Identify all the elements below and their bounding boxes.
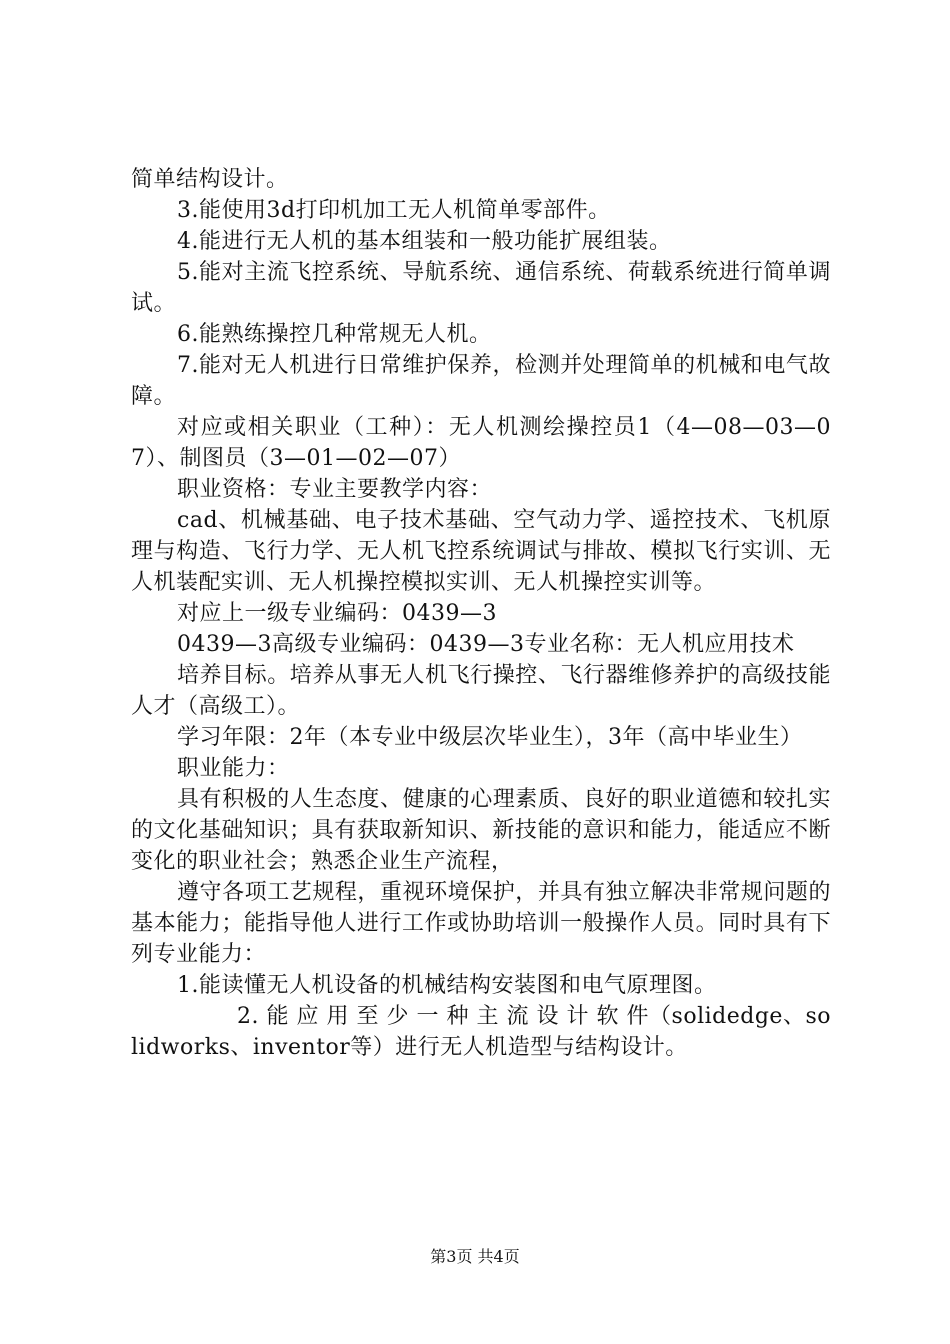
paragraph: 4.能进行无人机的基本组装和一般功能扩展组装。 bbox=[177, 229, 672, 254]
paragraph: 职业资格：专业主要教学内容： bbox=[177, 477, 493, 502]
paragraph: cad、机械基础、电子技术基础、空气动力学、遥控技术、飞机原理与构造、飞行力学、无人机飞控系统调试与排故、模拟飞行实训、无人机装配实训、无人机操控模拟实训、无人机操控实训等。 bbox=[131, 508, 831, 595]
paragraph: 3.能使用3d打印机加工无人机简单零部件。 bbox=[177, 198, 611, 223]
paragraph: 学习年限：2年（本专业中级层次毕业生），3年（高中毕业生） bbox=[177, 725, 803, 750]
paragraph: 对应或相关职业（工种）：无人机测绘操控员1（4—08—03—07）、制图员（3—01—02—07） bbox=[131, 415, 831, 471]
paragraph: 0439—3高级专业编码：0439—3专业名称：无人机应用技术 bbox=[177, 632, 795, 657]
paragraph: 培养目标。培养从事无人机飞行操控、飞行器维修养护的高级技能人才（高级工）。 bbox=[131, 663, 831, 719]
paragraph: 遵守各项工艺规程，重视环境保护，并具有独立解决非常规问题的基本能力；能指导他人进行工作或协助培训一般操作人员。同时具有下列专业能力： bbox=[131, 880, 831, 967]
paragraph: 职业能力： bbox=[177, 756, 290, 781]
paragraph: 简单结构设计。 bbox=[131, 167, 289, 192]
paragraph: 2. 能 应 用 至 少 一 种 主 流 设 计 软 件（solidedge、solidworks、inventor等）进行无人机造型与结构设计。 bbox=[131, 1004, 831, 1060]
paragraph: 对应上一级专业编码：0439—3 bbox=[177, 601, 497, 626]
document-body bbox=[131, 164, 831, 1063]
page-footer: 第3页 共4页 bbox=[430, 1247, 520, 1266]
paragraph: 1.能读懂无人机设备的机械结构安装图和电气原理图。 bbox=[177, 973, 717, 998]
paragraph: 7.能对无人机进行日常维护保养，检测并处理简单的机械和电气故障。 bbox=[131, 353, 831, 409]
paragraph: 6.能熟练操控几种常规无人机。 bbox=[177, 322, 492, 347]
paragraph: 5.能对主流飞控系统、导航系统、通信系统、荷载系统进行简单调试。 bbox=[131, 260, 831, 316]
paragraph: 具有积极的人生态度、健康的心理素质、良好的职业道德和较扎实的文化基础知识；具有获取新知识、新技能的意识和能力，能适应不断变化的职业社会；熟悉企业生产流程， bbox=[131, 787, 831, 874]
